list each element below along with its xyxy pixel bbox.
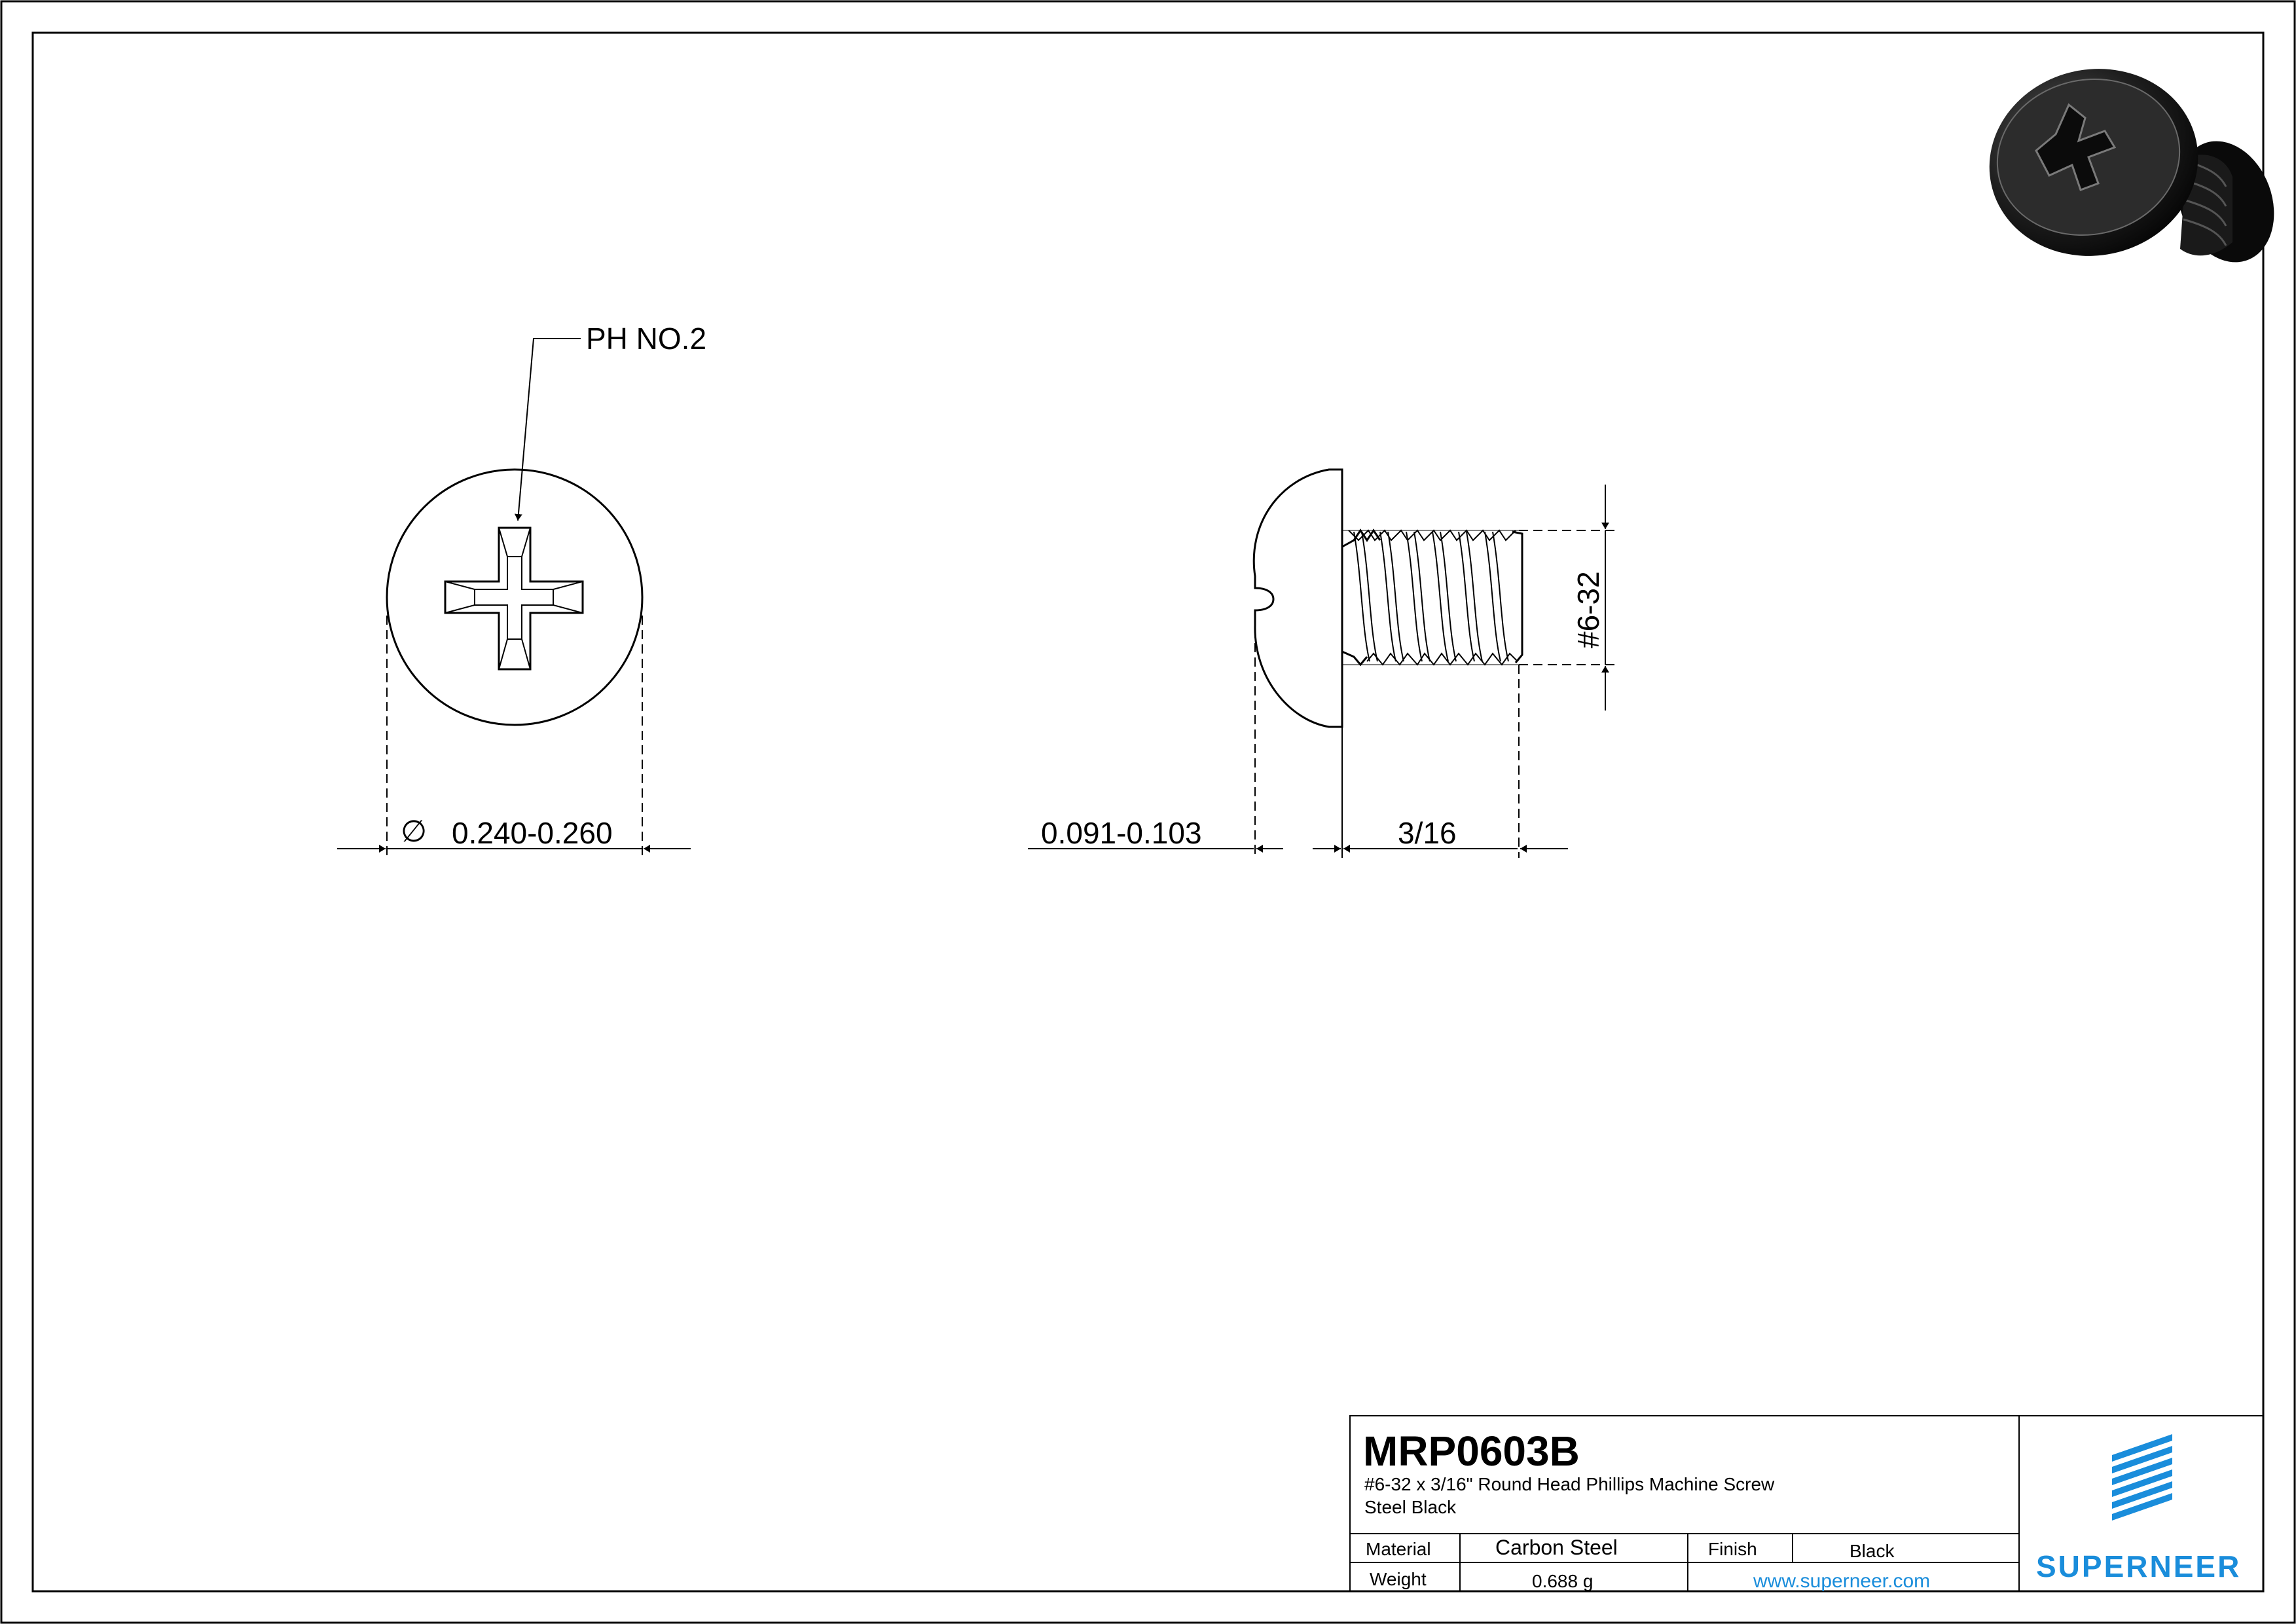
part-finish-description: Steel Black <box>1364 1497 1457 1517</box>
finish-label: Finish <box>1708 1539 1757 1559</box>
top-view <box>387 470 642 725</box>
part-description: #6-32 x 3/16" Round Head Phillips Machine Screw <box>1364 1474 1775 1494</box>
inner-border <box>33 33 2263 1591</box>
side-view <box>1254 470 1522 727</box>
thread-size-value: #6-32 <box>1571 571 1605 648</box>
head-height-value: 0.091-0.103 <box>1041 816 1202 850</box>
brand-name: SUPERNEER <box>2036 1549 2242 1583</box>
weight-label: Weight <box>1370 1569 1427 1589</box>
drive-callout-leader <box>518 339 581 521</box>
drive-callout-label: PH NO.2 <box>586 322 707 356</box>
finish-value: Black <box>1850 1541 1895 1561</box>
website-link[interactable]: www.superneer.com <box>1753 1570 1931 1592</box>
material-label: Material <box>1366 1539 1431 1559</box>
weight-value: 0.688 g <box>1532 1571 1594 1591</box>
material-value: Carbon Steel <box>1495 1536 1618 1559</box>
diameter-symbol: ∅ <box>401 814 428 848</box>
head-diameter-value: 0.240-0.260 <box>452 816 613 850</box>
length-value: 3/16 <box>1398 816 1457 850</box>
outer-border <box>1 1 2295 1623</box>
part-number: MRP0603B <box>1363 1428 1580 1475</box>
side-view-dimensions <box>1028 485 1617 858</box>
superneer-logo-icon <box>2112 1434 2172 1521</box>
screw-3d-render <box>1972 50 2290 276</box>
